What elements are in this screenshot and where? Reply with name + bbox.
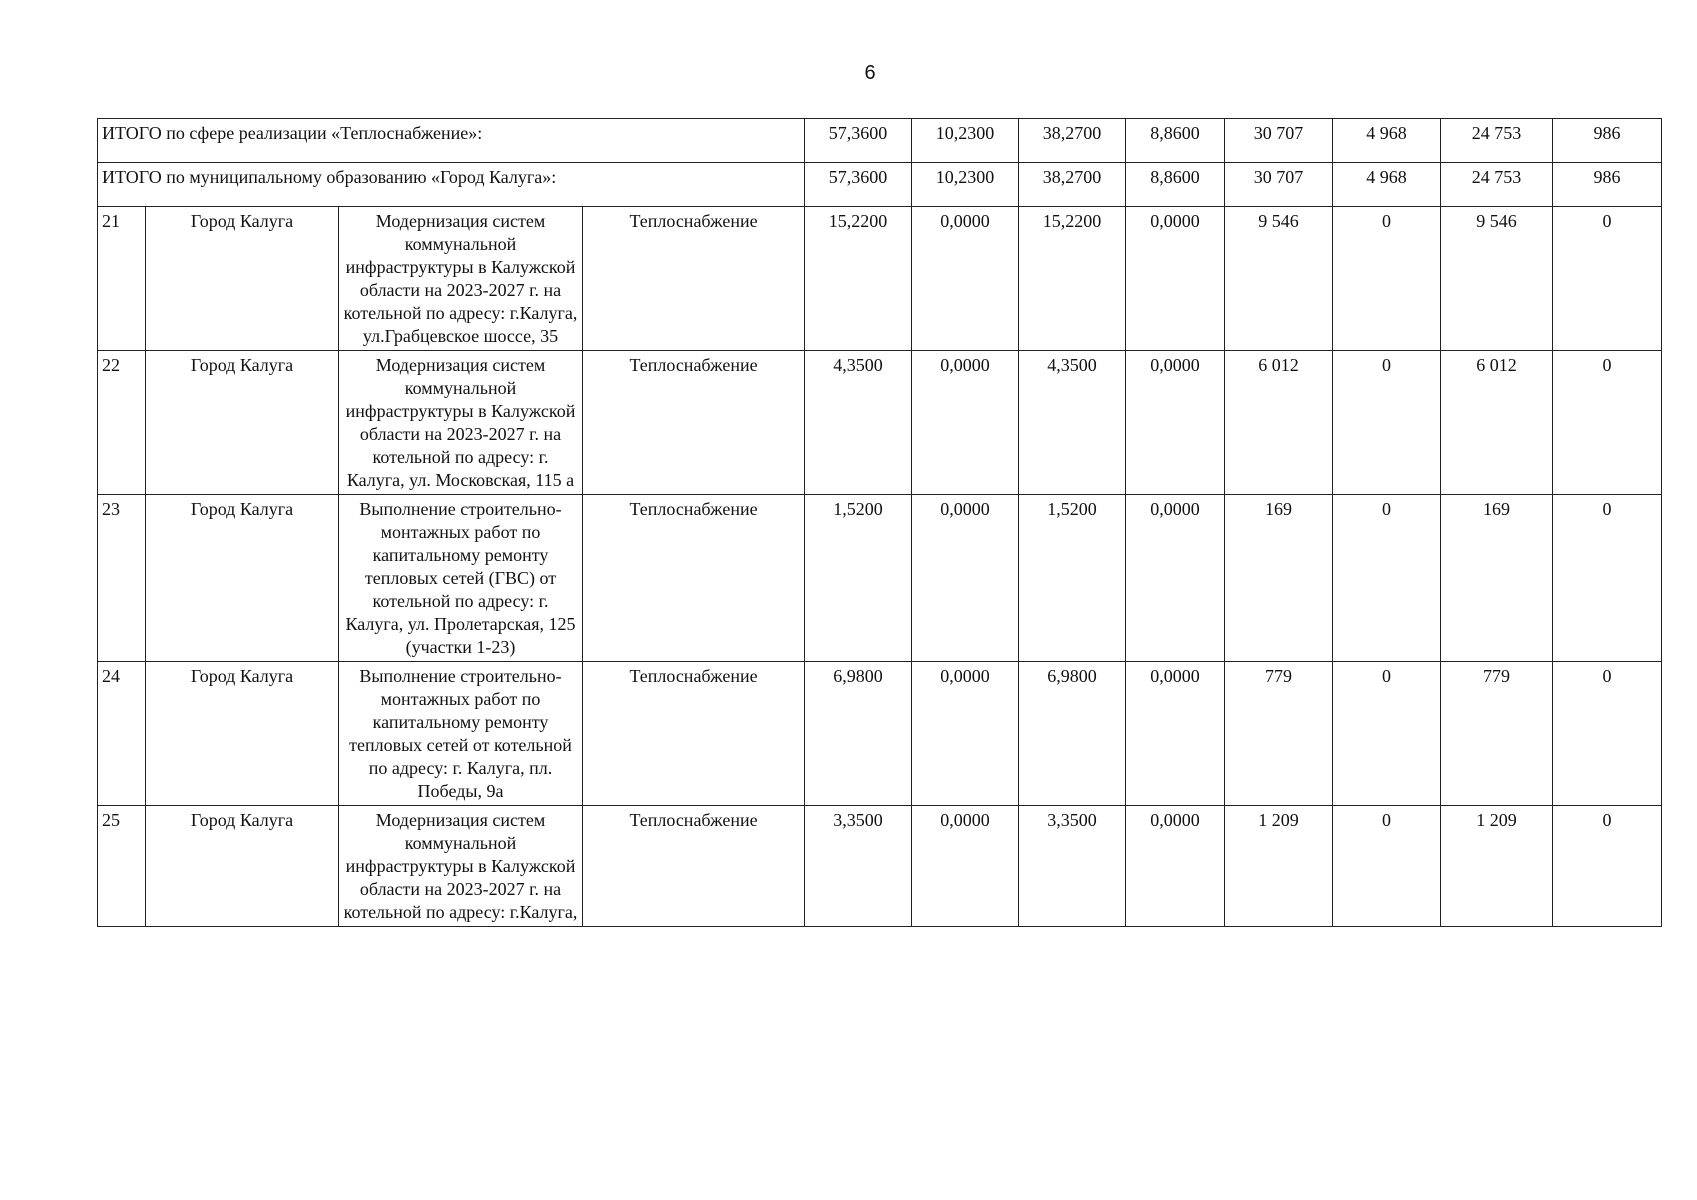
value-cell: 169 [1441, 495, 1553, 662]
value-cell: 0,0000 [912, 207, 1019, 351]
value-cell: 986 [1553, 163, 1662, 207]
row-number: 24 [98, 662, 146, 806]
value-cell: 8,8600 [1126, 119, 1225, 163]
value-cell: 0 [1553, 207, 1662, 351]
value-cell: 38,2700 [1019, 119, 1126, 163]
value-cell: 0 [1333, 207, 1441, 351]
municipality-cell: Город Калуга [146, 806, 339, 927]
description-cell: Модернизация систем коммунальной инфраструктуры в Калужской области на 2023-2027 г. на котельной по адресу: г.Калуга, [339, 806, 583, 927]
total-row-municipality [98, 163, 1662, 207]
funding-table [97, 118, 1662, 927]
value-cell: 0 [1333, 495, 1441, 662]
description-cell: Выполнение строительно-монтажных работ по капитальному ремонту тепловых сетей от котельной по адресу: г. Калуга, пл. Победы, 9а [339, 662, 583, 806]
value-cell: 3,3500 [1019, 806, 1126, 927]
table-row [98, 351, 1662, 495]
value-cell: 15,2200 [805, 207, 912, 351]
description-cell: Модернизация систем коммунальной инфраструктуры в Калужской области на 2023-2027 г. на котельной по адресу: г. Калуга, ул. Московская, 115 а [339, 351, 583, 495]
table-row [98, 495, 1662, 662]
sphere-cell: Теплоснабжение [583, 207, 805, 351]
value-cell: 38,2700 [1019, 163, 1126, 207]
value-cell: 0,0000 [912, 662, 1019, 806]
value-cell: 0,0000 [1126, 351, 1225, 495]
sphere-cell: Теплоснабжение [583, 662, 805, 806]
value-cell: 6 012 [1441, 351, 1553, 495]
row-number: 21 [98, 207, 146, 351]
value-cell: 9 546 [1225, 207, 1333, 351]
municipality-cell: Город Калуга [146, 495, 339, 662]
value-cell: 0,0000 [912, 495, 1019, 662]
total-label: ИТОГО по муниципальному образованию «Город Калуга»: [98, 163, 805, 207]
value-cell: 4,3500 [1019, 351, 1126, 495]
sphere-cell: Теплоснабжение [583, 806, 805, 927]
value-cell: 1 209 [1225, 806, 1333, 927]
value-cell: 0 [1333, 662, 1441, 806]
row-number: 23 [98, 495, 146, 662]
value-cell: 0,0000 [1126, 806, 1225, 927]
value-cell: 6 012 [1225, 351, 1333, 495]
value-cell: 8,8600 [1126, 163, 1225, 207]
value-cell: 30 707 [1225, 163, 1333, 207]
value-cell: 24 753 [1441, 163, 1553, 207]
row-number: 25 [98, 806, 146, 927]
value-cell: 4 968 [1333, 163, 1441, 207]
value-cell: 9 546 [1441, 207, 1553, 351]
municipality-cell: Город Калуга [146, 351, 339, 495]
value-cell: 4,3500 [805, 351, 912, 495]
value-cell: 1,5200 [1019, 495, 1126, 662]
value-cell: 10,2300 [912, 163, 1019, 207]
value-cell: 169 [1225, 495, 1333, 662]
value-cell: 986 [1553, 119, 1662, 163]
value-cell: 0,0000 [912, 806, 1019, 927]
value-cell: 0 [1553, 662, 1662, 806]
value-cell: 4 968 [1333, 119, 1441, 163]
table-row [98, 207, 1662, 351]
row-number: 22 [98, 351, 146, 495]
total-row-sphere [98, 119, 1662, 163]
value-cell: 0 [1333, 351, 1441, 495]
value-cell: 0,0000 [1126, 495, 1225, 662]
description-cell: Выполнение строительно-монтажных работ по капитальному ремонту тепловых сетей (ГВС) от котельной по адресу: г. Калуга, ул. Пролетарская, 125 (участки 1-23) [339, 495, 583, 662]
municipality-cell: Город Калуга [146, 207, 339, 351]
value-cell: 0 [1333, 806, 1441, 927]
value-cell: 6,9800 [805, 662, 912, 806]
value-cell: 3,3500 [805, 806, 912, 927]
municipality-cell: Город Калуга [146, 662, 339, 806]
value-cell: 1,5200 [805, 495, 912, 662]
table-row [98, 662, 1662, 806]
page-number: 6 [864, 62, 876, 84]
sphere-cell: Теплоснабжение [583, 351, 805, 495]
description-cell: Модернизация систем коммунальной инфраструктуры в Калужской области на 2023-2027 г. на котельной по адресу: г.Калуга, ул.Грабцевское шоссе, 35 [339, 207, 583, 351]
value-cell: 6,9800 [1019, 662, 1126, 806]
value-cell: 57,3600 [805, 119, 912, 163]
value-cell: 1 209 [1441, 806, 1553, 927]
value-cell: 0 [1553, 351, 1662, 495]
value-cell: 0,0000 [1126, 207, 1225, 351]
table-row [98, 806, 1662, 927]
value-cell: 0,0000 [912, 351, 1019, 495]
value-cell: 0,0000 [1126, 662, 1225, 806]
value-cell: 779 [1225, 662, 1333, 806]
table-body [98, 119, 1662, 927]
value-cell: 10,2300 [912, 119, 1019, 163]
value-cell: 57,3600 [805, 163, 912, 207]
value-cell: 30 707 [1225, 119, 1333, 163]
value-cell: 24 753 [1441, 119, 1553, 163]
value-cell: 0 [1553, 806, 1662, 927]
value-cell: 779 [1441, 662, 1553, 806]
value-cell: 0 [1553, 495, 1662, 662]
sphere-cell: Теплоснабжение [583, 495, 805, 662]
value-cell: 15,2200 [1019, 207, 1126, 351]
total-label: ИТОГО по сфере реализации «Теплоснабжение»: [98, 119, 805, 163]
